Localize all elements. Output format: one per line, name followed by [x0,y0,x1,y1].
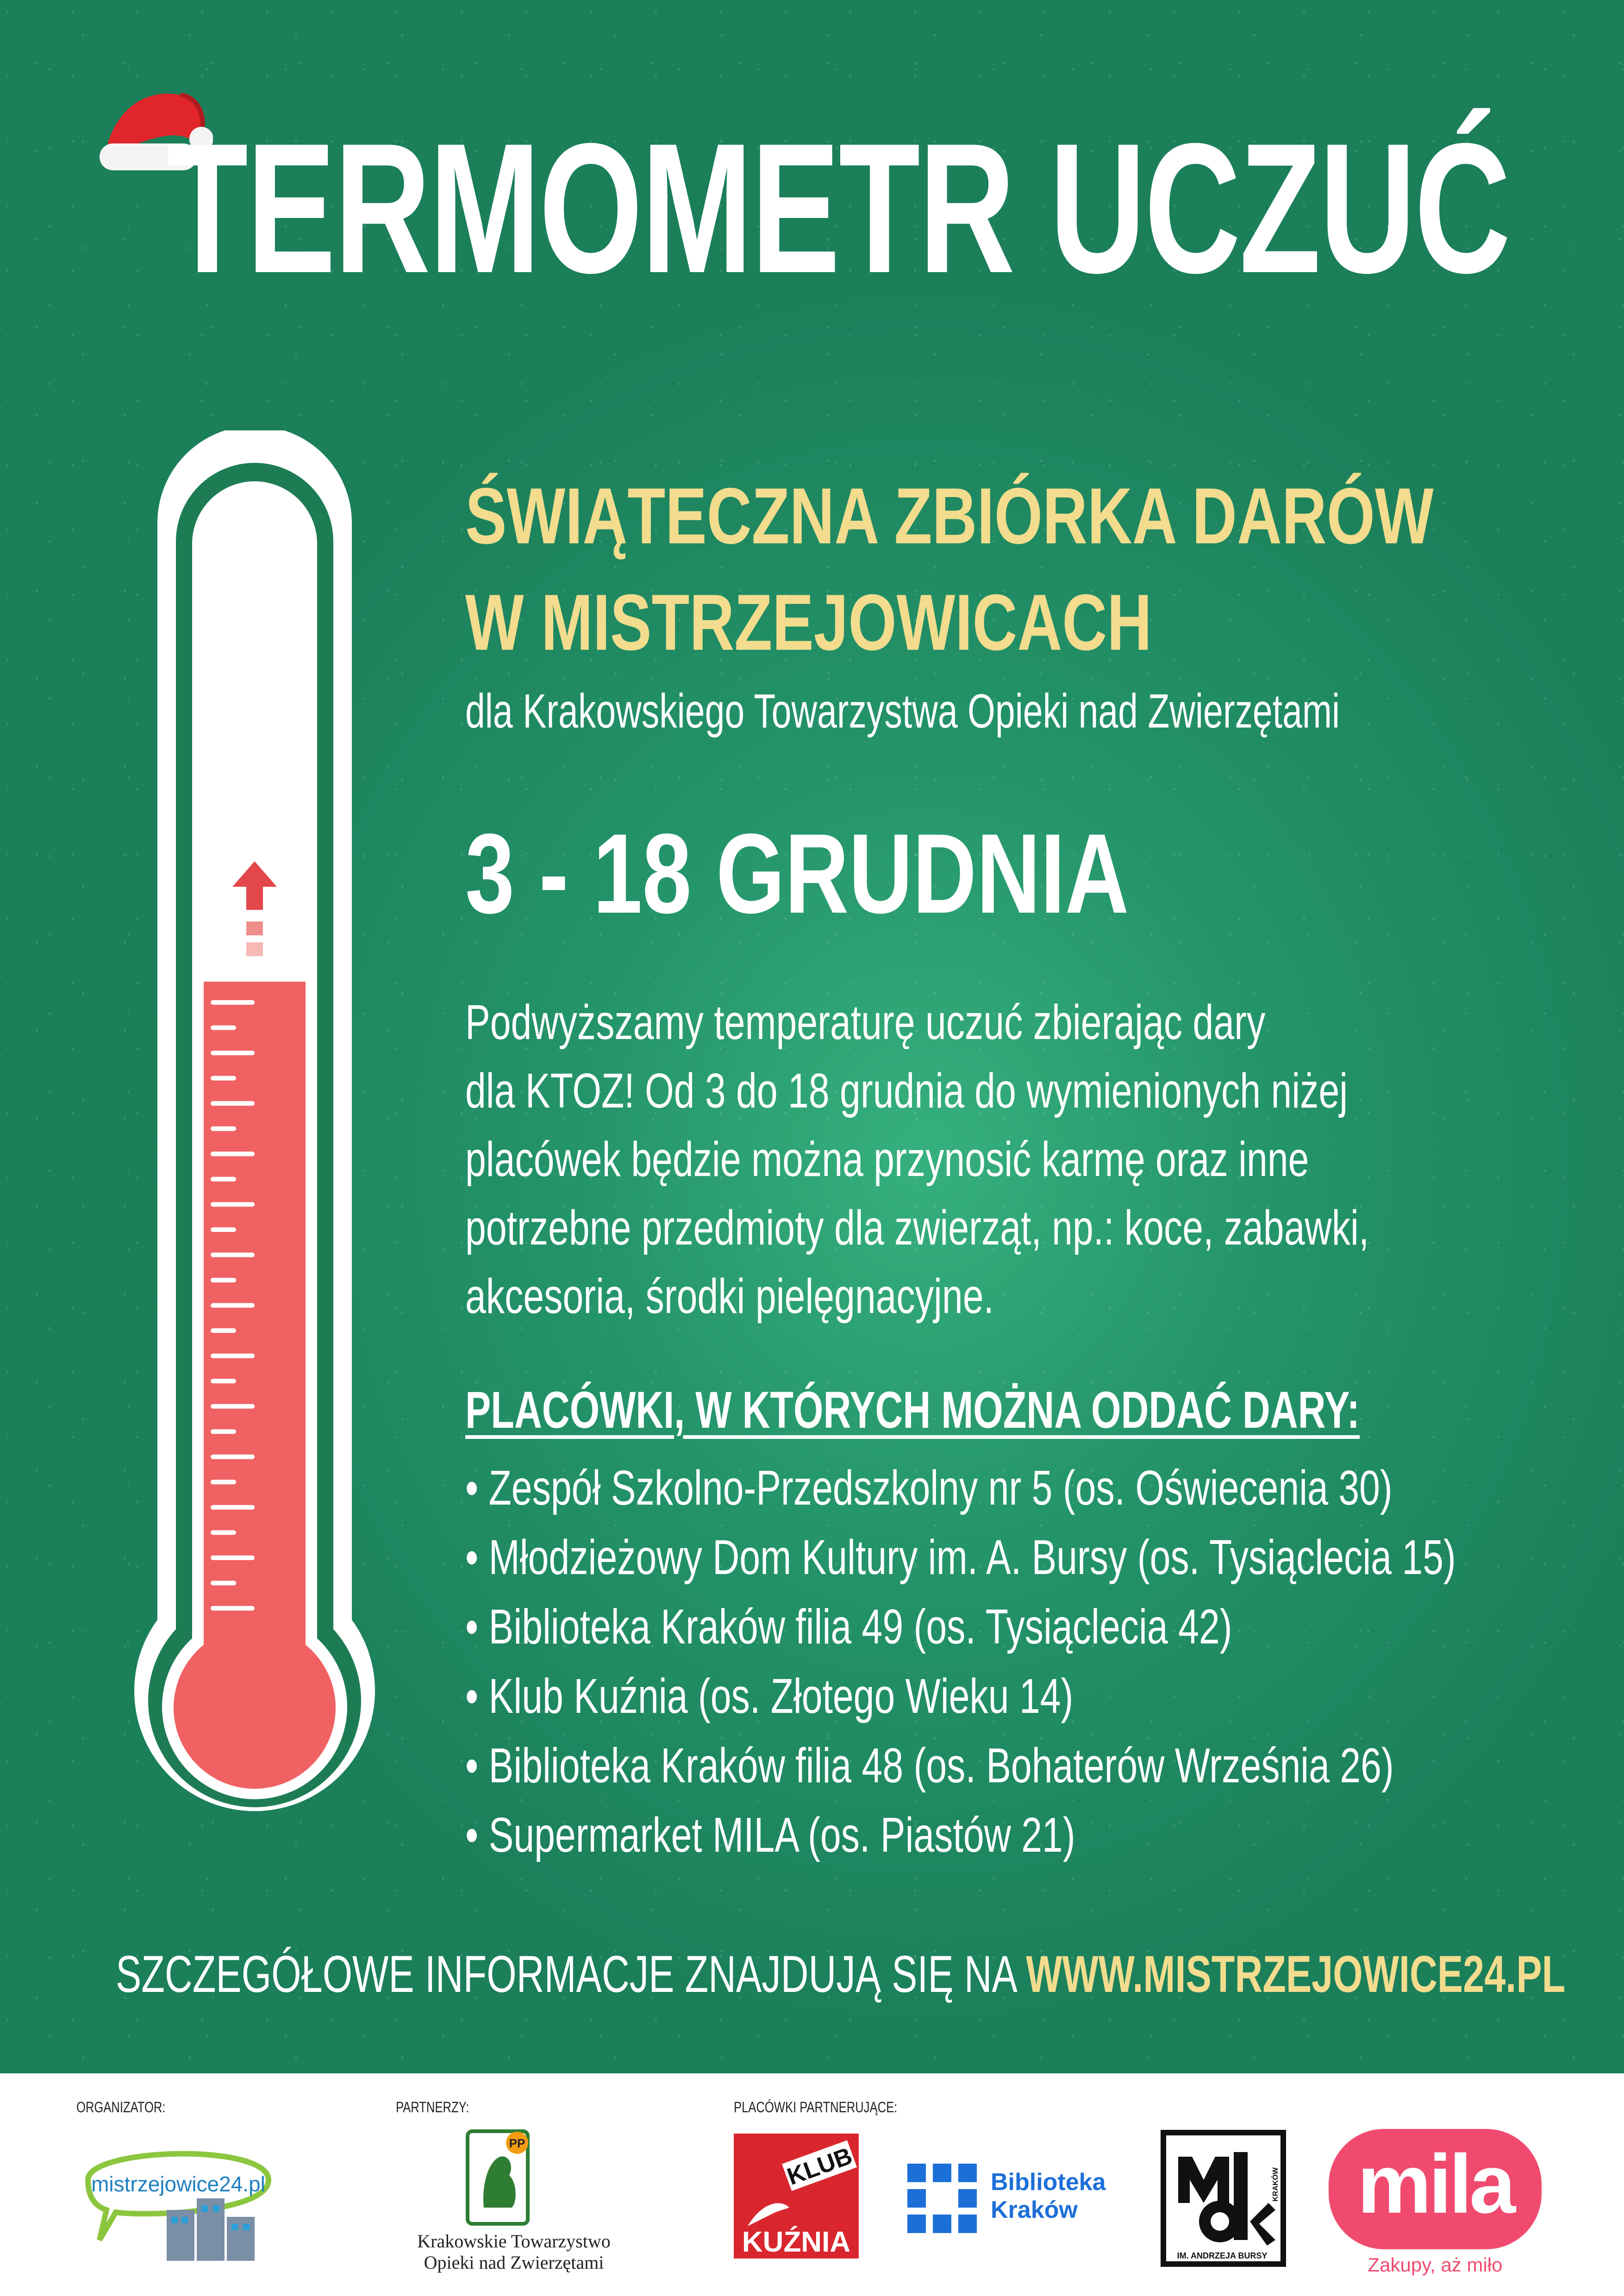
thermometer-tick [211,1556,255,1560]
thermometer-tick [211,1505,255,1510]
event-dates: 3 - 18 GRUDNIA [465,810,1129,937]
thermometer-tick [211,1051,255,1055]
description-line: placówek będzie można przynosić karmę oraz inne [465,1132,1309,1187]
thermometer-tick [211,1252,255,1257]
partner-places-label: PLACÓWKI PARTNERUJĄCE: [734,2099,898,2116]
thermometer-tick [211,1379,236,1383]
kuznia-top-text: KLUB [783,2142,856,2191]
thermometer-tick [211,1026,236,1030]
thermometer-tick [211,1580,236,1585]
thermometer-tick [211,1480,236,1484]
description-line: akcesoria, środki pielęgnacyjne. [465,1269,994,1324]
thermometer-tick [211,1202,255,1207]
arrow-dash-1 [246,921,263,935]
place-item: • Klub Kuźnia (os. Złotego Wieku 14) [465,1669,1074,1724]
bk-line-2: Kraków [991,2196,1078,2223]
mdk-logo[interactable] [1160,2129,1287,2268]
klub-kuznia-logo[interactable] [734,2134,859,2259]
poster-title: TERMOMETR UCZUĆ [167,105,1510,311]
arrow-dash-2 [246,942,263,956]
kuznia-bottom-text: KUŹNIA [742,2226,851,2258]
thermometer-tick [211,1126,236,1131]
place-item: • Młodzieżowy Dom Kultury im. A. Bursy (os. Tysiąclecia 15) [465,1530,1456,1585]
mila-logo[interactable] [1329,2129,1542,2249]
mila-tagline: Zakupy, aż miło [1368,2254,1503,2276]
biblioteka-krakow-text [991,2168,1106,2224]
place-item: • Supermarket MILA (os. Piastów 21) [465,1808,1075,1862]
partners-label: PARTNERZY: [396,2099,469,2116]
organizer-label: ORGANIZATOR: [76,2099,166,2116]
thermometer-tick [211,1177,236,1182]
thermometer-tick [211,1455,255,1459]
thermometer-tick [211,1303,255,1308]
thermometer-graphic [102,430,407,1828]
description [465,988,1369,1331]
info-footer-line [116,1945,1566,2003]
event-subheading [465,463,1434,676]
thermometer-tick [211,1000,255,1005]
description-line: dla KTOZ! Od 3 do 18 grudnia do wymienionych niżej [465,1064,1348,1118]
organizer-logo-text: mistrzejowice24.pl [91,2172,265,2196]
website-link[interactable]: WWW.MISTRZEJOWICE24.PL [1026,1945,1566,2003]
thermometer-tick [211,1354,255,1358]
mdk-caption: IM. ANDRZEJA BURSY [1177,2251,1268,2260]
ktoz-name-line-2: Opieki nad Zwierzętami [424,2252,604,2273]
thermometer-fill [204,982,306,1648]
subheading-line-2: W MISTRZEJOWICACH [465,578,1152,667]
organization-line: dla Krakowskiego Towarzystwa Opieki nad Zwierzętami [465,684,1340,738]
ktoz-name-line-1: Krakowskie Towarzystwo [417,2231,611,2252]
subheading-line-1: ŚWIĄTECZNA ZBIÓRKA DARÓW [465,472,1434,560]
thermometer-tick [211,1530,236,1535]
mdk-side-text: KRAKÓW [1272,2167,1280,2202]
places-heading: PLACÓWKI, W KTÓRYCH MOŻNA ODDAĆ DARY: [465,1381,1360,1439]
description-line: Podwyższamy temperaturę uczuć zbierając dary [465,995,1266,1050]
description-line: potrzebne przedmioty dla zwierząt, np.: koce, zabawki, [465,1201,1369,1255]
place-item: • Biblioteka Kraków filia 49 (os. Tysiąclecia 42) [465,1599,1232,1654]
thermometer-tick [211,1606,255,1611]
thermometer-tick [211,1404,255,1409]
thermometer-tick [211,1076,236,1081]
mistrzejowice24-logo[interactable] [74,2129,282,2268]
bk-line-1: Biblioteka [991,2169,1106,2196]
thermometer-tick [211,1227,236,1232]
biblioteka-krakow-logo[interactable] [907,2164,977,2233]
ktoz-badge-text: PP [509,2136,525,2150]
info-text: SZCZEGÓŁOWE INFORMACJE ZNAJDUJĄ SIĘ NA [116,1945,1026,2003]
mila-logo-word: mila [1357,2138,1513,2231]
thermometer-bulb [174,1627,336,1789]
ktoz-name [394,2231,634,2273]
place-item: • Zespół Szkolno-Przedszkolny nr 5 (os. Oświecenia 30) [465,1461,1393,1515]
place-item: • Biblioteka Kraków filia 48 (os. Bohaterów Września 26) [465,1738,1394,1793]
ktoz-logo[interactable] [465,2129,530,2226]
thermometer-tick [211,1151,255,1156]
places-list [465,1453,1456,1870]
thermometer-tick [211,1328,236,1333]
thermometer-tick [211,1429,236,1434]
thermometer-tick [211,1278,236,1282]
thermometer-tick [211,1101,255,1106]
